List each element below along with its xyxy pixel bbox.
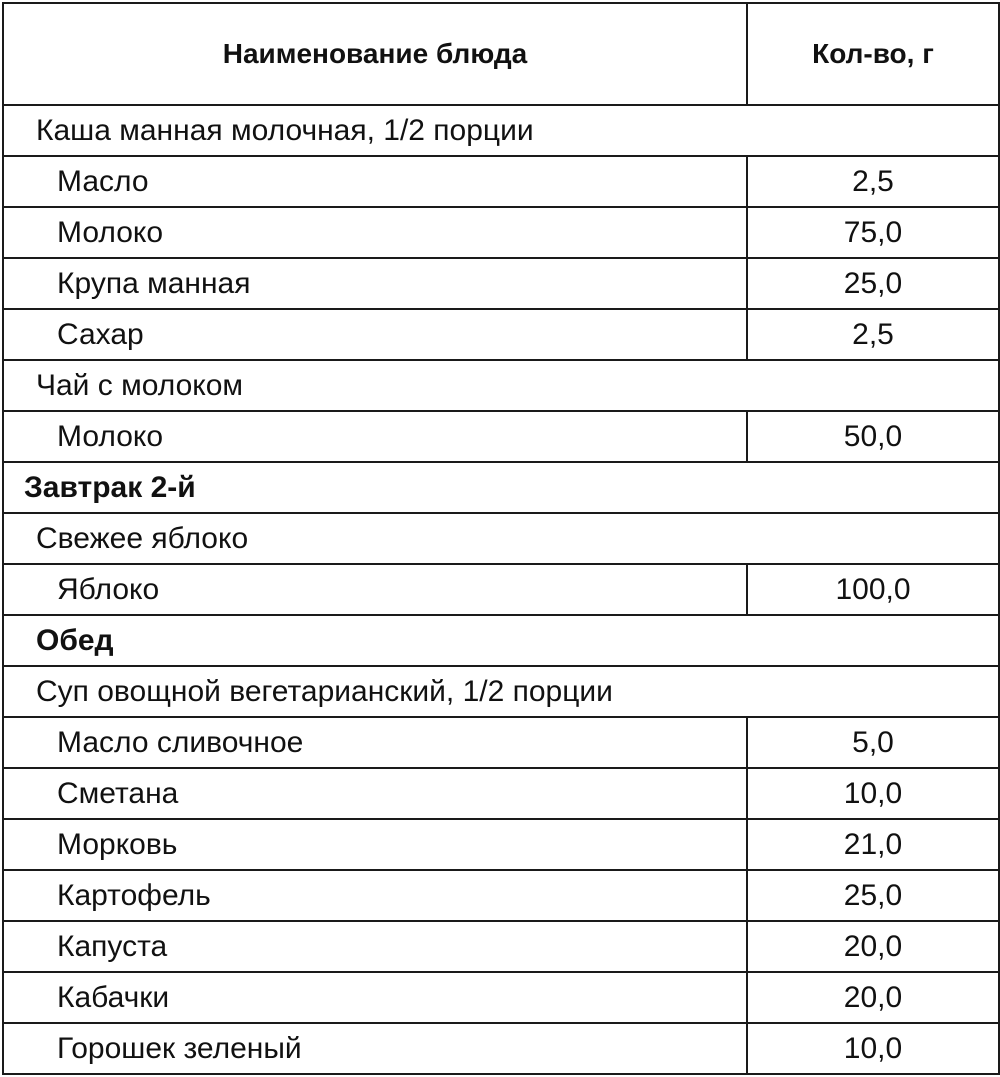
- ingredient-row: [3, 156, 999, 207]
- ingredient-name: Крупа манная: [3, 258, 747, 309]
- ingredient-name: Молоко: [3, 411, 747, 462]
- dish-name: Суп овощной вегетарианский, 1/2 порции: [3, 666, 999, 717]
- ingredient-row: [3, 768, 999, 819]
- ingredient-row: [3, 972, 999, 1023]
- ingredient-name: Молоко: [3, 207, 747, 258]
- ingredient-name: Горошек зеленый: [3, 1023, 747, 1074]
- meal-section-row: [3, 615, 999, 666]
- dish-name: Каша манная молочная, 1/2 порции: [3, 105, 999, 156]
- ingredient-quantity: 25,0: [747, 870, 999, 921]
- ingredient-name: Капуста: [3, 921, 747, 972]
- meal-section-title: Завтрак 2-й: [3, 462, 999, 513]
- ingredient-name: Масло: [3, 156, 747, 207]
- ingredient-quantity: 50,0: [747, 411, 999, 462]
- meal-section-title: Обед: [3, 615, 999, 666]
- ingredient-quantity: 20,0: [747, 972, 999, 1023]
- ingredient-quantity: 21,0: [747, 819, 999, 870]
- ingredient-row: [3, 309, 999, 360]
- ingredient-row: [3, 1023, 999, 1074]
- menu-table: [2, 2, 1000, 1075]
- ingredient-quantity: 2,5: [747, 156, 999, 207]
- ingredient-row: [3, 921, 999, 972]
- ingredient-quantity: 10,0: [747, 1023, 999, 1074]
- ingredient-row: [3, 258, 999, 309]
- ingredient-name: Сахар: [3, 309, 747, 360]
- meal-section-row: [3, 462, 999, 513]
- ingredient-row: [3, 564, 999, 615]
- ingredient-name: Кабачки: [3, 972, 747, 1023]
- ingredient-name: Масло сливочное: [3, 717, 747, 768]
- dish-row: [3, 360, 999, 411]
- dish-row: [3, 513, 999, 564]
- ingredient-row: [3, 411, 999, 462]
- header-dish-name: Наименование блюда: [3, 3, 747, 105]
- dish-name: Свежее яблоко: [3, 513, 999, 564]
- ingredient-row: [3, 819, 999, 870]
- ingredient-row: [3, 207, 999, 258]
- dish-name: Чай с молоком: [3, 360, 999, 411]
- ingredient-name: Морковь: [3, 819, 747, 870]
- ingredient-row: [3, 870, 999, 921]
- ingredient-quantity: 75,0: [747, 207, 999, 258]
- dish-row: [3, 666, 999, 717]
- ingredient-row: [3, 717, 999, 768]
- ingredient-name: Яблоко: [3, 564, 747, 615]
- ingredient-quantity: 2,5: [747, 309, 999, 360]
- ingredient-quantity: 5,0: [747, 717, 999, 768]
- dish-row: [3, 105, 999, 156]
- table-body: [3, 105, 999, 1074]
- header-quantity: Кол-во, г: [747, 3, 999, 105]
- ingredient-quantity: 25,0: [747, 258, 999, 309]
- ingredient-quantity: 100,0: [747, 564, 999, 615]
- ingredient-name: Сметана: [3, 768, 747, 819]
- ingredient-quantity: 20,0: [747, 921, 999, 972]
- ingredient-quantity: 10,0: [747, 768, 999, 819]
- table-header-row: [3, 3, 999, 105]
- ingredient-name: Картофель: [3, 870, 747, 921]
